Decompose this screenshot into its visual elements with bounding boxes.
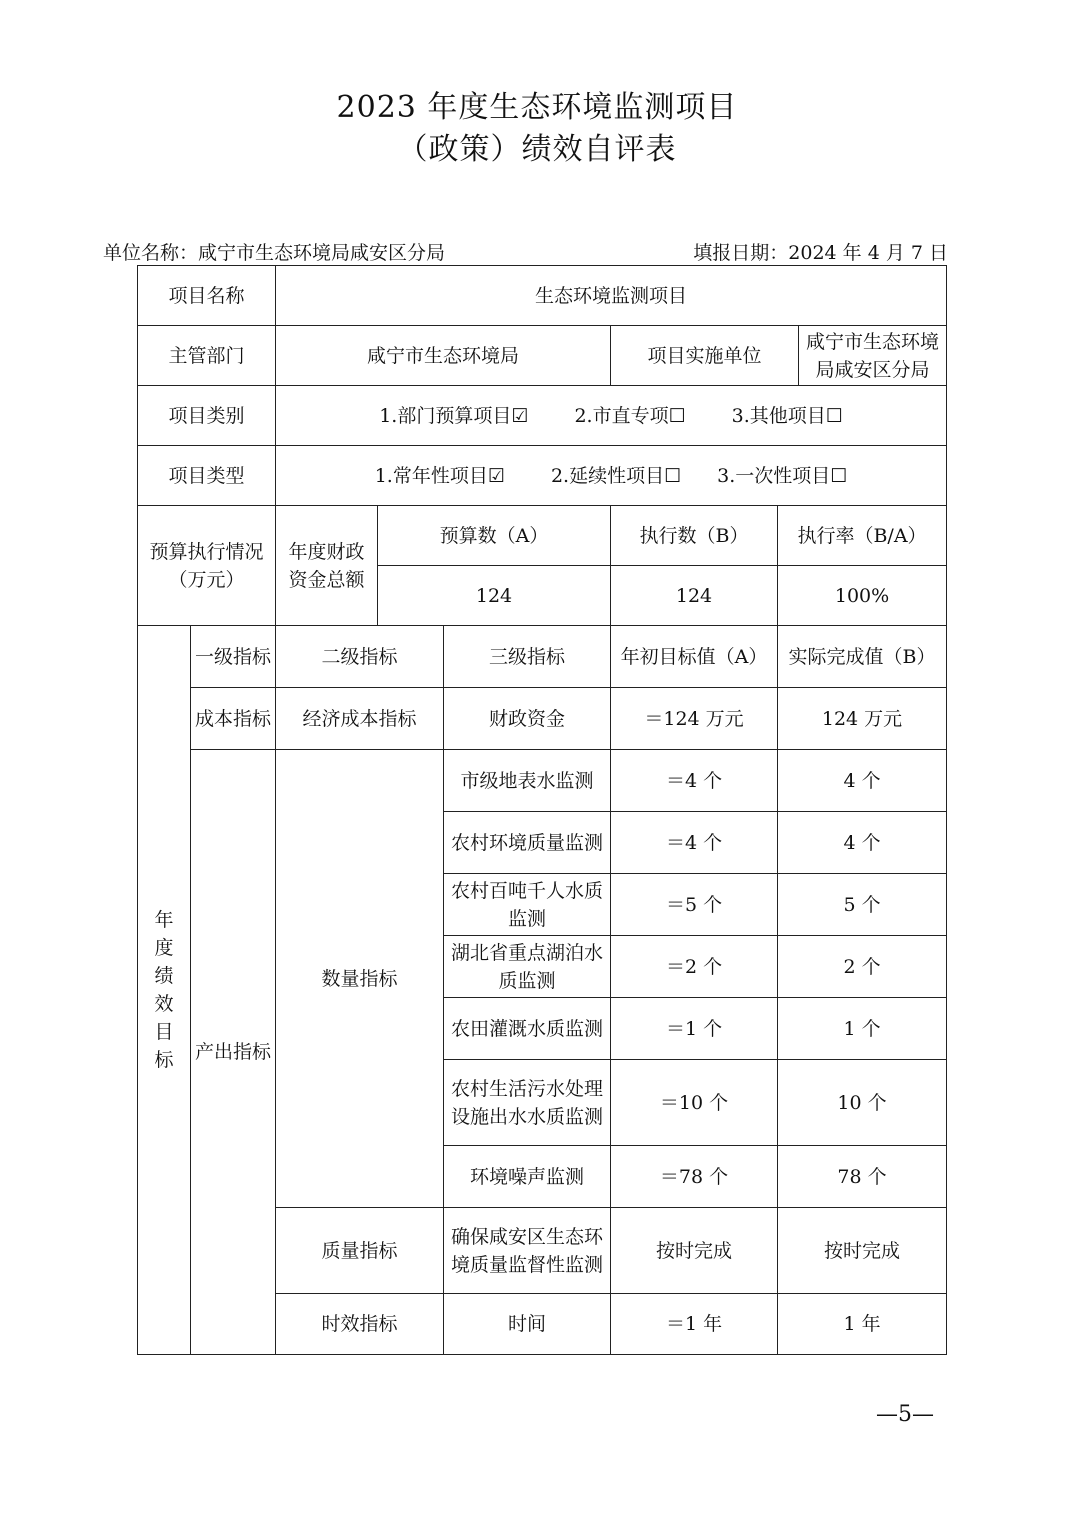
indicator-target: ＝1 个 [611,998,778,1060]
budget-header-row [138,506,947,566]
goals-header-row [138,626,947,688]
budget-value-b: 124 [611,566,778,626]
budget-col-a: 预算数（A） [378,506,611,566]
dept-row [138,326,947,386]
dept-label: 主管部门 [138,326,276,386]
goals-side-label: 年度绩效目标 [138,626,191,1355]
output-level1: 产出指标 [191,750,276,1355]
indicator-name: 市级地表水监测 [444,750,611,812]
cost-row [138,688,947,750]
category-label: 项目类别 [138,386,276,446]
budget-value-a: 124 [378,566,611,626]
page-number: —5— [876,1402,934,1427]
category-option-other: 3.其他项目☐ [731,404,843,427]
indicator-name: 时间 [444,1294,611,1355]
dept-value: 咸宁市生态环境局 [276,326,611,386]
form-title-line2: （政策）绩效自评表 [397,132,677,167]
head-actual: 实际完成值（B） [778,626,947,688]
cost-level2: 经济成本指标 [276,688,444,750]
cost-level3: 财政资金 [444,688,611,750]
indicator-name: 农村环境质量监测 [444,812,611,874]
category-option-city-special: 2.市直专项☐ [574,404,686,427]
type-option-continuing: 2.延续性项目☐ [550,464,682,487]
unit-name: 单位名称：咸宁市生态环境局咸安区分局 [103,242,446,264]
indicator-name: 环境噪声监测 [444,1146,611,1208]
head-target: 年初目标值（A） [611,626,778,688]
impl-label: 项目实施单位 [611,326,799,386]
indicator-actual: 78 个 [778,1146,947,1208]
indicator-target: ＝10 个 [611,1060,778,1146]
indicator-name: 农村百吨千人水质监测 [444,874,611,936]
indicator-actual: 4 个 [778,750,947,812]
category-options [276,386,947,446]
cost-target: ＝124 万元 [611,688,778,750]
performance-table [137,265,947,1355]
cost-level1: 成本指标 [191,688,276,750]
budget-col-b: 执行数（B） [611,506,778,566]
budget-value-rate: 100% [778,566,947,626]
budget-col-rate: 执行率（B/A） [778,506,947,566]
indicator-actual: 1 个 [778,998,947,1060]
quality-level2: 质量指标 [276,1208,444,1294]
indicator-target: ＝4 个 [611,812,778,874]
indicator-target: ＝4 个 [611,750,778,812]
indicator-target: ＝78 个 [611,1146,778,1208]
form-title-line1: 2023 年度生态环境监测项目 [336,90,738,125]
indicator-name: 湖北省重点湖泊水质监测 [444,936,611,998]
category-option-dept-budget: 1.部门预算项目☑ [379,404,529,427]
indicator-target: ＝1 年 [611,1294,778,1355]
indicator-target: ＝2 个 [611,936,778,998]
cost-actual: 124 万元 [778,688,947,750]
type-row [138,446,947,506]
indicator-actual: 1 年 [778,1294,947,1355]
head-level2: 二级指标 [276,626,444,688]
type-option-recurring: 1.常年性项目☑ [374,464,505,487]
indicator-actual: 10 个 [778,1060,947,1146]
indicator-actual: 4 个 [778,812,947,874]
time-level2: 时效指标 [276,1294,444,1355]
quantity-level2: 数量指标 [276,750,444,1208]
indicator-actual: 按时完成 [778,1208,947,1294]
project-name-label: 项目名称 [138,266,276,326]
type-options [276,446,947,506]
impl-value: 咸宁市生态环境局咸安区分局 [799,326,947,386]
indicator-target: 按时完成 [611,1208,778,1294]
indicator-target: ＝5 个 [611,874,778,936]
budget-total-label: 年度财政资金总额 [276,506,378,626]
indicator-actual: 5 个 [778,874,947,936]
indicator-name: 农田灌溉水质监测 [444,998,611,1060]
type-option-one-time: 3.一次性项目☐ [717,464,848,487]
category-row [138,386,947,446]
indicator-actual: 2 个 [778,936,947,998]
fill-date: 填报日期：2024 年 4 月 7 日 [693,242,948,264]
head-level1: 一级指标 [191,626,276,688]
table-row [138,750,947,812]
indicator-name: 农村生活污水处理设施出水水质监测 [444,1060,611,1146]
head-level3: 三级指标 [444,626,611,688]
type-label: 项目类型 [138,446,276,506]
indicator-name: 确保咸安区生态环境质量监督性监测 [444,1208,611,1294]
project-name-value: 生态环境监测项目 [276,266,947,326]
project-name-row [138,266,947,326]
budget-label: 预算执行情况（万元） [138,506,276,626]
